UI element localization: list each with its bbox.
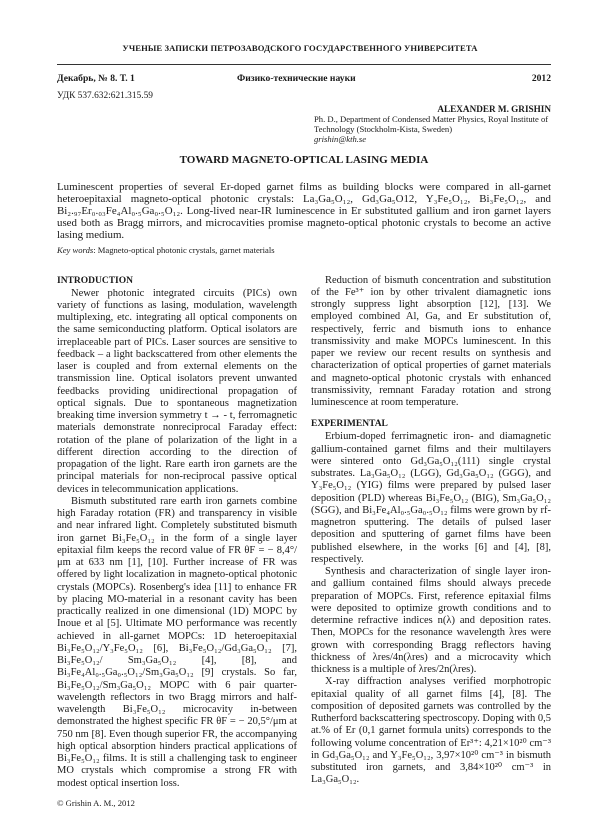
year: 2012 xyxy=(531,73,551,84)
paper-title: TOWARD MAGNETO-OPTICAL LASING MEDIA xyxy=(179,154,429,166)
udk-code: УДК 537.632:621.315.59 xyxy=(57,91,153,101)
copyright: © Grishin A. M., 2012 xyxy=(57,797,135,808)
paragraph: Newer photonic integrated circuits (PICs) own variety of functions as lasing, modulation, wavelength multiplexing, etc. integrating all optical components on the same semiconducting platform. Optical isolators are irreplaceable part of PICs. Laser sources are sensitive to feedback – a light backscattered from other elements the laser is coupled and from external elements on the transmission line. Optical isolators prevent unwanted feedbacks providing unidirectional propagation of optical signals. Due to spontaneous magnetization breaking time inversion symmetry t → - t, ferromagnetic materials demonstrate nonreciprocal Faraday effect: rotation of the plane of polarization of the light in a different direction according to the direction of propagation of the light. Rare earth iron garnets are the principal materials for non-reciprocal passive optical devices in telecommunication applications. xyxy=(57,287,297,495)
abstract: Luminescent properties of several Er-doped garnet films as building blocks were compared in all-garnet heteroepitaxial magneto-optical photonic crystals: La₃Ga₅O₁₂, Gd₃Ga₅O12, Y₃Fe₅O₁₂, Bi₃Fe₅O₁₂, and Bi₂.₉₇Er₀.₀₃Fe₄Al₀.₅Ga₀.₅O₁₂. Long-lived near-IR luminescence in Er substituted gallium and iron garnet layers used both as Bragg mirrors, and microcavities promise magneto-optical photonic crystals to become an active lasing medium. xyxy=(57,181,551,241)
left-column xyxy=(57,275,297,808)
issue-info xyxy=(57,73,551,85)
two-column-body xyxy=(57,275,551,808)
paragraph: Reduction of bismuth concentration and substitution of the Fe³⁺ ion by other trivalent diamagnetic ions strongly suppress light absorption [12], [13]. We employed combined Al, Ga, and Er substitution of, respectively, ferric and bismuth ions to enhance transmissivity and make MOPCs luminescent. In this paper we review our recent results on synthesis and characterization of optical properties of garnet materials and magneto-optical photonic crystals with enhanced transmissivity, remnant Faraday rotation and strong luminescence at room temperature. xyxy=(311,274,551,409)
keywords xyxy=(57,245,551,255)
keywords-label: Key words xyxy=(57,244,94,255)
keywords-text: : Magneto-optical photonic crystals, garnet materials xyxy=(93,244,275,255)
header-divider xyxy=(57,64,551,65)
issue-number: Декабрь, № 8. Т. 1 xyxy=(57,73,135,84)
journal-title: УЧЕНЫЕ ЗАПИСКИ ПЕТРОЗАВОДСКОГО ГОСУДАРСТВЕННОГО УНИВЕРСИТЕТА xyxy=(122,43,478,53)
right-column xyxy=(311,275,551,808)
paragraph: Bismuth substituted rare earth iron garnets combine high Faraday rotation (FR) and transparency in visible and near infrared light. Completely substituted bismuth iron garnet Bi₃Fe₅O₁₂ in the form of a single layer epitaxial film keeps the record value of FR θF = − 8,4°/μm at 633 nm [1], [10]. Further increase of FR was offered by light localization in magneto-optical photonic crystals (MOPCs). Rosenberg's idea [11] to enhance FR by placing MO-material in a resonant cavity has been practically realized in one dimensional (1D) MOPC by Inoue et al [5]. Ultimate MO performance was recently achieved in all-garnet MOPCs: 1D heteroepitaxial Bi₃Fe₅O₁₂/Y₃Fe₅O₁₂ [6], Bi₃Fe₅O₁₂/Gd₃Ga₅O₁₂ [7], Bi₃Fe₅O₁₂/ Sm₃Ga₅O₁₂ [4], [8], and Bi₃Fe₄Al₀.₅Ga₀.₅O₁₂/Sm₃Ga₅O₁₂ [9] crystals. So far, Bi₃Fe₅O₁₂/Sm₃Ga₅O₁₂ MOPC with 6 pair quarter-wavelength reflectors in two Bragg mirrors and half-wavelength Bi₃Fe₅O₁₂ microcavity in-between demonstrated the highest specific FR θF = − 20,5°/μm at 750 nm [8]. Even though superior FR, the accompanying high optical absorption hinders practical applications of Bi₃Fe₅O₁₂ films. It is still a challenging task to engineer MO crystals which compromise a strong FR with modest optical insertion loss. xyxy=(57,495,297,789)
paragraph: X-ray diffraction analyses verified morphotropic epitaxial quality of all garnet films [4], [8]. The composition of deposited garnets was controlled by the Rutherford backscattering spectroscopy. Doping with 0,5 at.% of Er (0,1 garnet formula units) corresponds to the following volume concentration of Er³⁺: 4,21×10²⁰ cm⁻³ in Gd₃Ga₅O₁₂ and Y₃Fe₅O₁₂, 3,97×10²⁰ cm⁻³ in bismuth substituted iron garnets, and 3,84×10²⁰ cm⁻³ in La₃Ga₅O₁₂. xyxy=(311,676,551,786)
author-name: ALEXANDER M. GRISHIN xyxy=(437,104,551,114)
paragraph: Synthesis and characterization of single layer iron- and gallium contained films should always precede preparation of MOPCs. First, reference epitaxial films were deposited to optimize growth conditions and to determine refractive indices n(λ) and deposition rates. Then, MOPCs for the resonance wavelength λres were grown with corresponding Bragg reflectors having thickness of λres/4n(λres) and a microcavity which thickness is a multiple of λres/2n(λres). xyxy=(311,566,551,676)
section-name: Физико-технические науки xyxy=(237,73,356,84)
introduction-heading: INTRODUCTION xyxy=(57,275,134,286)
author-affiliation: Ph. D., Department of Condensed Matter Physics, Royal Institute of Technology (Stockholm-Kista, Sweden) xyxy=(314,114,549,134)
author-block xyxy=(314,104,551,144)
experimental-heading: EXPERIMENTAL xyxy=(311,419,388,430)
paragraph: Erbium-doped ferrimagnetic iron- and diamagnetic gallium-contained garnet films and their multilayers were sintered onto Gd₃Ga₅O₁₂(111) single crystal substrates. La₃Ga₅O₁₂ (LGG), Gd₃Ga₅O₁₂ (GGG), and Y₃Fe₅O₁₂ (YIG) films were prepared by pulsed laser deposition (PLD) whereas Bi₃Fe₅O₁₂ (BIG), Sm₃Ga₅O₁₂ (SGG), and Bi₃Fe₄Al₀.₅Ga₀.₅O₁₂ films were grown by rf-magnetron sputtering. The details of pulsed laser deposition and sputtering of garnet films have been published elsewhere, in the works [6] and [4], [8], respectively. xyxy=(311,431,551,565)
author-email[interactable]: grishin@kth.se xyxy=(314,134,367,144)
article-body xyxy=(57,154,551,808)
